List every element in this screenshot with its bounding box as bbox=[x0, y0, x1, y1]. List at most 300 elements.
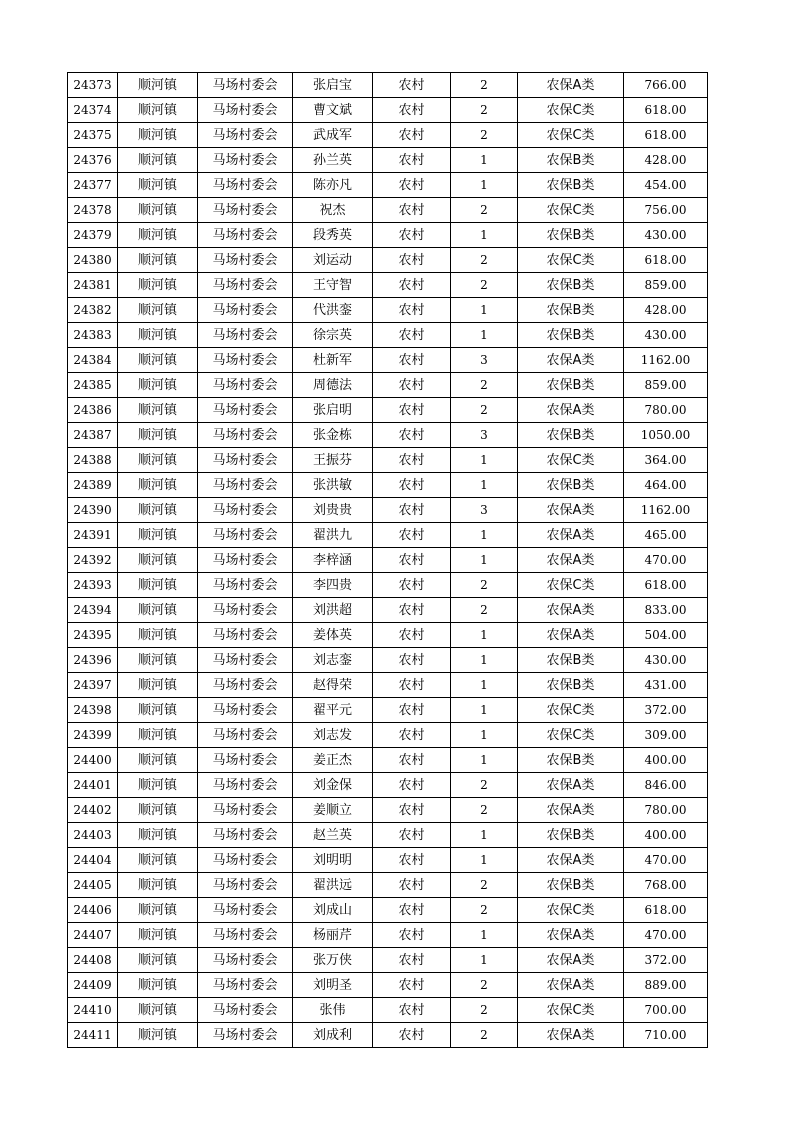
record-id-cell: 24393 bbox=[68, 573, 118, 598]
record-id-cell: 24398 bbox=[68, 698, 118, 723]
village-cell: 马场村委会 bbox=[198, 748, 293, 773]
village-cell: 马场村委会 bbox=[198, 498, 293, 523]
table-row bbox=[68, 998, 708, 1023]
table-row bbox=[68, 148, 708, 173]
household-count-cell: 1 bbox=[451, 173, 518, 198]
town-cell: 顺河镇 bbox=[118, 548, 198, 573]
insurance-category-cell: 农保C类 bbox=[518, 98, 624, 123]
village-cell: 马场村委会 bbox=[198, 673, 293, 698]
village-cell: 马场村委会 bbox=[198, 98, 293, 123]
person-name-cell: 武成军 bbox=[293, 123, 373, 148]
village-cell: 马场村委会 bbox=[198, 723, 293, 748]
household-type-cell: 农村 bbox=[373, 873, 451, 898]
household-count-cell: 1 bbox=[451, 623, 518, 648]
amount-cell: 465.00 bbox=[624, 523, 708, 548]
table-row bbox=[68, 673, 708, 698]
roster-table bbox=[67, 72, 708, 1048]
amount-cell: 1050.00 bbox=[624, 423, 708, 448]
household-type-cell: 农村 bbox=[373, 323, 451, 348]
person-name-cell: 段秀英 bbox=[293, 223, 373, 248]
town-cell: 顺河镇 bbox=[118, 998, 198, 1023]
household-count-cell: 1 bbox=[451, 923, 518, 948]
household-count-cell: 1 bbox=[451, 723, 518, 748]
household-count-cell: 2 bbox=[451, 198, 518, 223]
town-cell: 顺河镇 bbox=[118, 823, 198, 848]
village-cell: 马场村委会 bbox=[198, 623, 293, 648]
household-type-cell: 农村 bbox=[373, 823, 451, 848]
household-count-cell: 2 bbox=[451, 973, 518, 998]
village-cell: 马场村委会 bbox=[198, 398, 293, 423]
record-id-cell: 24376 bbox=[68, 148, 118, 173]
town-cell: 顺河镇 bbox=[118, 323, 198, 348]
person-name-cell: 孙兰英 bbox=[293, 148, 373, 173]
insurance-category-cell: 农保C类 bbox=[518, 448, 624, 473]
record-id-cell: 24403 bbox=[68, 823, 118, 848]
town-cell: 顺河镇 bbox=[118, 148, 198, 173]
amount-cell: 710.00 bbox=[624, 1023, 708, 1048]
household-type-cell: 农村 bbox=[373, 898, 451, 923]
table-row bbox=[68, 798, 708, 823]
town-cell: 顺河镇 bbox=[118, 948, 198, 973]
household-count-cell: 2 bbox=[451, 373, 518, 398]
record-id-cell: 24396 bbox=[68, 648, 118, 673]
amount-cell: 700.00 bbox=[624, 998, 708, 1023]
table-row bbox=[68, 98, 708, 123]
village-cell: 马场村委会 bbox=[198, 598, 293, 623]
person-name-cell: 代洪銮 bbox=[293, 298, 373, 323]
insurance-category-cell: 农保A类 bbox=[518, 398, 624, 423]
household-count-cell: 2 bbox=[451, 398, 518, 423]
table-row bbox=[68, 648, 708, 673]
household-type-cell: 农村 bbox=[373, 223, 451, 248]
town-cell: 顺河镇 bbox=[118, 98, 198, 123]
household-count-cell: 1 bbox=[451, 648, 518, 673]
amount-cell: 889.00 bbox=[624, 973, 708, 998]
person-name-cell: 刘明明 bbox=[293, 848, 373, 873]
table-row bbox=[68, 523, 708, 548]
town-cell: 顺河镇 bbox=[118, 348, 198, 373]
household-type-cell: 农村 bbox=[373, 948, 451, 973]
household-count-cell: 2 bbox=[451, 773, 518, 798]
household-count-cell: 1 bbox=[451, 148, 518, 173]
table-row bbox=[68, 823, 708, 848]
person-name-cell: 姜正杰 bbox=[293, 748, 373, 773]
person-name-cell: 赵得荣 bbox=[293, 673, 373, 698]
amount-cell: 618.00 bbox=[624, 898, 708, 923]
town-cell: 顺河镇 bbox=[118, 223, 198, 248]
village-cell: 马场村委会 bbox=[198, 998, 293, 1023]
amount-cell: 780.00 bbox=[624, 398, 708, 423]
town-cell: 顺河镇 bbox=[118, 248, 198, 273]
insurance-category-cell: 农保A类 bbox=[518, 548, 624, 573]
household-count-cell: 2 bbox=[451, 598, 518, 623]
amount-cell: 756.00 bbox=[624, 198, 708, 223]
record-id-cell: 24380 bbox=[68, 248, 118, 273]
household-count-cell: 1 bbox=[451, 673, 518, 698]
household-count-cell: 2 bbox=[451, 573, 518, 598]
village-cell: 马场村委会 bbox=[198, 823, 293, 848]
person-name-cell: 曹文斌 bbox=[293, 98, 373, 123]
household-type-cell: 农村 bbox=[373, 98, 451, 123]
record-id-cell: 24378 bbox=[68, 198, 118, 223]
household-count-cell: 1 bbox=[451, 223, 518, 248]
village-cell: 马场村委会 bbox=[198, 848, 293, 873]
amount-cell: 430.00 bbox=[624, 223, 708, 248]
town-cell: 顺河镇 bbox=[118, 898, 198, 923]
amount-cell: 428.00 bbox=[624, 148, 708, 173]
insurance-category-cell: 农保C类 bbox=[518, 898, 624, 923]
household-count-cell: 2 bbox=[451, 798, 518, 823]
person-name-cell: 张金栋 bbox=[293, 423, 373, 448]
household-type-cell: 农村 bbox=[373, 998, 451, 1023]
person-name-cell: 祝杰 bbox=[293, 198, 373, 223]
household-count-cell: 2 bbox=[451, 998, 518, 1023]
record-id-cell: 24383 bbox=[68, 323, 118, 348]
village-cell: 马场村委会 bbox=[198, 423, 293, 448]
village-cell: 马场村委会 bbox=[198, 173, 293, 198]
village-cell: 马场村委会 bbox=[198, 198, 293, 223]
household-count-cell: 3 bbox=[451, 498, 518, 523]
person-name-cell: 周德法 bbox=[293, 373, 373, 398]
person-name-cell: 翟平元 bbox=[293, 698, 373, 723]
person-name-cell: 刘成山 bbox=[293, 898, 373, 923]
person-name-cell: 张洪敏 bbox=[293, 473, 373, 498]
village-cell: 马场村委会 bbox=[198, 873, 293, 898]
person-name-cell: 张伟 bbox=[293, 998, 373, 1023]
household-count-cell: 1 bbox=[451, 298, 518, 323]
record-id-cell: 24379 bbox=[68, 223, 118, 248]
insurance-category-cell: 农保A类 bbox=[518, 73, 624, 98]
insurance-category-cell: 农保C类 bbox=[518, 723, 624, 748]
record-id-cell: 24385 bbox=[68, 373, 118, 398]
household-type-cell: 农村 bbox=[373, 648, 451, 673]
amount-cell: 618.00 bbox=[624, 98, 708, 123]
table-row bbox=[68, 473, 708, 498]
person-name-cell: 刘志銮 bbox=[293, 648, 373, 673]
village-cell: 马场村委会 bbox=[198, 148, 293, 173]
record-id-cell: 24390 bbox=[68, 498, 118, 523]
table-row bbox=[68, 398, 708, 423]
record-id-cell: 24406 bbox=[68, 898, 118, 923]
amount-cell: 1162.00 bbox=[624, 348, 708, 373]
table-row bbox=[68, 323, 708, 348]
insurance-category-cell: 农保B类 bbox=[518, 173, 624, 198]
person-name-cell: 张启宝 bbox=[293, 73, 373, 98]
table-row bbox=[68, 223, 708, 248]
amount-cell: 618.00 bbox=[624, 123, 708, 148]
table-row bbox=[68, 848, 708, 873]
insurance-category-cell: 农保A类 bbox=[518, 498, 624, 523]
town-cell: 顺河镇 bbox=[118, 298, 198, 323]
village-cell: 马场村委会 bbox=[198, 348, 293, 373]
household-count-cell: 2 bbox=[451, 873, 518, 898]
town-cell: 顺河镇 bbox=[118, 473, 198, 498]
amount-cell: 504.00 bbox=[624, 623, 708, 648]
village-cell: 马场村委会 bbox=[198, 948, 293, 973]
record-id-cell: 24375 bbox=[68, 123, 118, 148]
household-count-cell: 1 bbox=[451, 523, 518, 548]
amount-cell: 400.00 bbox=[624, 823, 708, 848]
person-name-cell: 杨丽芹 bbox=[293, 923, 373, 948]
village-cell: 马场村委会 bbox=[198, 548, 293, 573]
household-type-cell: 农村 bbox=[373, 273, 451, 298]
household-type-cell: 农村 bbox=[373, 623, 451, 648]
household-type-cell: 农村 bbox=[373, 398, 451, 423]
table-row bbox=[68, 198, 708, 223]
amount-cell: 428.00 bbox=[624, 298, 708, 323]
town-cell: 顺河镇 bbox=[118, 773, 198, 798]
household-type-cell: 农村 bbox=[373, 348, 451, 373]
village-cell: 马场村委会 bbox=[198, 448, 293, 473]
household-type-cell: 农村 bbox=[373, 548, 451, 573]
insurance-category-cell: 农保B类 bbox=[518, 298, 624, 323]
amount-cell: 1162.00 bbox=[624, 498, 708, 523]
amount-cell: 430.00 bbox=[624, 648, 708, 673]
insurance-category-cell: 农保A类 bbox=[518, 973, 624, 998]
insurance-category-cell: 农保B类 bbox=[518, 373, 624, 398]
village-cell: 马场村委会 bbox=[198, 248, 293, 273]
village-cell: 马场村委会 bbox=[198, 798, 293, 823]
household-count-cell: 2 bbox=[451, 123, 518, 148]
town-cell: 顺河镇 bbox=[118, 723, 198, 748]
person-name-cell: 刘运动 bbox=[293, 248, 373, 273]
household-type-cell: 农村 bbox=[373, 473, 451, 498]
insurance-category-cell: 农保A类 bbox=[518, 523, 624, 548]
amount-cell: 780.00 bbox=[624, 798, 708, 823]
insurance-category-cell: 农保C类 bbox=[518, 198, 624, 223]
household-count-cell: 1 bbox=[451, 948, 518, 973]
insurance-category-cell: 农保B类 bbox=[518, 673, 624, 698]
amount-cell: 431.00 bbox=[624, 673, 708, 698]
person-name-cell: 刘明圣 bbox=[293, 973, 373, 998]
village-cell: 马场村委会 bbox=[198, 373, 293, 398]
household-type-cell: 农村 bbox=[373, 198, 451, 223]
village-cell: 马场村委会 bbox=[198, 73, 293, 98]
table-row bbox=[68, 698, 708, 723]
amount-cell: 470.00 bbox=[624, 923, 708, 948]
town-cell: 顺河镇 bbox=[118, 398, 198, 423]
household-type-cell: 农村 bbox=[373, 1023, 451, 1048]
insurance-category-cell: 农保A类 bbox=[518, 623, 624, 648]
village-cell: 马场村委会 bbox=[198, 648, 293, 673]
amount-cell: 859.00 bbox=[624, 373, 708, 398]
household-count-cell: 1 bbox=[451, 548, 518, 573]
table-row bbox=[68, 123, 708, 148]
table-row bbox=[68, 623, 708, 648]
table-row bbox=[68, 773, 708, 798]
household-count-cell: 2 bbox=[451, 98, 518, 123]
town-cell: 顺河镇 bbox=[118, 848, 198, 873]
record-id-cell: 24395 bbox=[68, 623, 118, 648]
table-row bbox=[68, 448, 708, 473]
village-cell: 马场村委会 bbox=[198, 223, 293, 248]
town-cell: 顺河镇 bbox=[118, 1023, 198, 1048]
town-cell: 顺河镇 bbox=[118, 373, 198, 398]
insurance-category-cell: 农保A类 bbox=[518, 848, 624, 873]
person-name-cell: 刘志发 bbox=[293, 723, 373, 748]
table-row bbox=[68, 598, 708, 623]
household-type-cell: 农村 bbox=[373, 298, 451, 323]
household-type-cell: 农村 bbox=[373, 848, 451, 873]
amount-cell: 309.00 bbox=[624, 723, 708, 748]
insurance-category-cell: 农保B类 bbox=[518, 873, 624, 898]
insurance-category-cell: 农保A类 bbox=[518, 948, 624, 973]
record-id-cell: 24373 bbox=[68, 73, 118, 98]
amount-cell: 364.00 bbox=[624, 448, 708, 473]
record-id-cell: 24402 bbox=[68, 798, 118, 823]
record-id-cell: 24408 bbox=[68, 948, 118, 973]
record-id-cell: 24388 bbox=[68, 448, 118, 473]
insurance-category-cell: 农保B类 bbox=[518, 323, 624, 348]
town-cell: 顺河镇 bbox=[118, 198, 198, 223]
insurance-category-cell: 农保B类 bbox=[518, 823, 624, 848]
record-id-cell: 24381 bbox=[68, 273, 118, 298]
person-name-cell: 姜顺立 bbox=[293, 798, 373, 823]
town-cell: 顺河镇 bbox=[118, 923, 198, 948]
table-row bbox=[68, 948, 708, 973]
insurance-category-cell: 农保A类 bbox=[518, 773, 624, 798]
household-type-cell: 农村 bbox=[373, 748, 451, 773]
record-id-cell: 24394 bbox=[68, 598, 118, 623]
household-type-cell: 农村 bbox=[373, 773, 451, 798]
village-cell: 马场村委会 bbox=[198, 698, 293, 723]
household-type-cell: 农村 bbox=[373, 798, 451, 823]
record-id-cell: 24386 bbox=[68, 398, 118, 423]
town-cell: 顺河镇 bbox=[118, 448, 198, 473]
record-id-cell: 24391 bbox=[68, 523, 118, 548]
table-row bbox=[68, 73, 708, 98]
insurance-category-cell: 农保B类 bbox=[518, 273, 624, 298]
village-cell: 马场村委会 bbox=[198, 323, 293, 348]
insurance-category-cell: 农保C类 bbox=[518, 123, 624, 148]
village-cell: 马场村委会 bbox=[198, 298, 293, 323]
insurance-category-cell: 农保C类 bbox=[518, 698, 624, 723]
table-row bbox=[68, 973, 708, 998]
insurance-category-cell: 农保A类 bbox=[518, 923, 624, 948]
amount-cell: 766.00 bbox=[624, 73, 708, 98]
table-row bbox=[68, 573, 708, 598]
table-row bbox=[68, 923, 708, 948]
village-cell: 马场村委会 bbox=[198, 123, 293, 148]
person-name-cell: 王守智 bbox=[293, 273, 373, 298]
household-count-cell: 1 bbox=[451, 698, 518, 723]
table-row bbox=[68, 873, 708, 898]
town-cell: 顺河镇 bbox=[118, 423, 198, 448]
table-row bbox=[68, 298, 708, 323]
household-type-cell: 农村 bbox=[373, 573, 451, 598]
record-id-cell: 24400 bbox=[68, 748, 118, 773]
table-row bbox=[68, 898, 708, 923]
table-row bbox=[68, 748, 708, 773]
household-count-cell: 1 bbox=[451, 848, 518, 873]
record-id-cell: 24405 bbox=[68, 873, 118, 898]
insurance-category-cell: 农保B类 bbox=[518, 473, 624, 498]
insurance-category-cell: 农保B类 bbox=[518, 223, 624, 248]
town-cell: 顺河镇 bbox=[118, 73, 198, 98]
table-row bbox=[68, 173, 708, 198]
household-count-cell: 2 bbox=[451, 73, 518, 98]
town-cell: 顺河镇 bbox=[118, 498, 198, 523]
table-row bbox=[68, 373, 708, 398]
person-name-cell: 徐宗英 bbox=[293, 323, 373, 348]
person-name-cell: 刘成利 bbox=[293, 1023, 373, 1048]
person-name-cell: 李梓涵 bbox=[293, 548, 373, 573]
household-count-cell: 1 bbox=[451, 823, 518, 848]
table-row bbox=[68, 273, 708, 298]
household-type-cell: 农村 bbox=[373, 498, 451, 523]
amount-cell: 846.00 bbox=[624, 773, 708, 798]
household-count-cell: 1 bbox=[451, 448, 518, 473]
insurance-category-cell: 农保B类 bbox=[518, 648, 624, 673]
village-cell: 马场村委会 bbox=[198, 923, 293, 948]
person-name-cell: 刘贵贵 bbox=[293, 498, 373, 523]
person-name-cell: 张启明 bbox=[293, 398, 373, 423]
amount-cell: 400.00 bbox=[624, 748, 708, 773]
household-type-cell: 农村 bbox=[373, 148, 451, 173]
household-count-cell: 1 bbox=[451, 473, 518, 498]
town-cell: 顺河镇 bbox=[118, 698, 198, 723]
insurance-category-cell: 农保A类 bbox=[518, 348, 624, 373]
record-id-cell: 24382 bbox=[68, 298, 118, 323]
household-type-cell: 农村 bbox=[373, 598, 451, 623]
amount-cell: 470.00 bbox=[624, 548, 708, 573]
record-id-cell: 24404 bbox=[68, 848, 118, 873]
amount-cell: 618.00 bbox=[624, 248, 708, 273]
household-count-cell: 2 bbox=[451, 898, 518, 923]
amount-cell: 833.00 bbox=[624, 598, 708, 623]
person-name-cell: 杜新军 bbox=[293, 348, 373, 373]
amount-cell: 768.00 bbox=[624, 873, 708, 898]
insurance-category-cell: 农保A类 bbox=[518, 598, 624, 623]
village-cell: 马场村委会 bbox=[198, 1023, 293, 1048]
person-name-cell: 翟洪远 bbox=[293, 873, 373, 898]
household-type-cell: 农村 bbox=[373, 173, 451, 198]
record-id-cell: 24387 bbox=[68, 423, 118, 448]
amount-cell: 470.00 bbox=[624, 848, 708, 873]
person-name-cell: 王振芬 bbox=[293, 448, 373, 473]
insurance-category-cell: 农保C类 bbox=[518, 573, 624, 598]
village-cell: 马场村委会 bbox=[198, 573, 293, 598]
household-type-cell: 农村 bbox=[373, 723, 451, 748]
household-type-cell: 农村 bbox=[373, 973, 451, 998]
household-type-cell: 农村 bbox=[373, 698, 451, 723]
record-id-cell: 24397 bbox=[68, 673, 118, 698]
person-name-cell: 陈亦凡 bbox=[293, 173, 373, 198]
record-id-cell: 24409 bbox=[68, 973, 118, 998]
record-id-cell: 24399 bbox=[68, 723, 118, 748]
insurance-category-cell: 农保A类 bbox=[518, 798, 624, 823]
town-cell: 顺河镇 bbox=[118, 798, 198, 823]
village-cell: 马场村委会 bbox=[198, 898, 293, 923]
table-row bbox=[68, 248, 708, 273]
record-id-cell: 24401 bbox=[68, 773, 118, 798]
person-name-cell: 刘金保 bbox=[293, 773, 373, 798]
town-cell: 顺河镇 bbox=[118, 598, 198, 623]
table-row bbox=[68, 348, 708, 373]
insurance-category-cell: 农保A类 bbox=[518, 1023, 624, 1048]
amount-cell: 859.00 bbox=[624, 273, 708, 298]
town-cell: 顺河镇 bbox=[118, 873, 198, 898]
record-id-cell: 24389 bbox=[68, 473, 118, 498]
table-row bbox=[68, 498, 708, 523]
household-type-cell: 农村 bbox=[373, 448, 451, 473]
insurance-category-cell: 农保C类 bbox=[518, 248, 624, 273]
village-cell: 马场村委会 bbox=[198, 523, 293, 548]
amount-cell: 618.00 bbox=[624, 573, 708, 598]
person-name-cell: 赵兰英 bbox=[293, 823, 373, 848]
household-type-cell: 农村 bbox=[373, 373, 451, 398]
insurance-category-cell: 农保B类 bbox=[518, 148, 624, 173]
